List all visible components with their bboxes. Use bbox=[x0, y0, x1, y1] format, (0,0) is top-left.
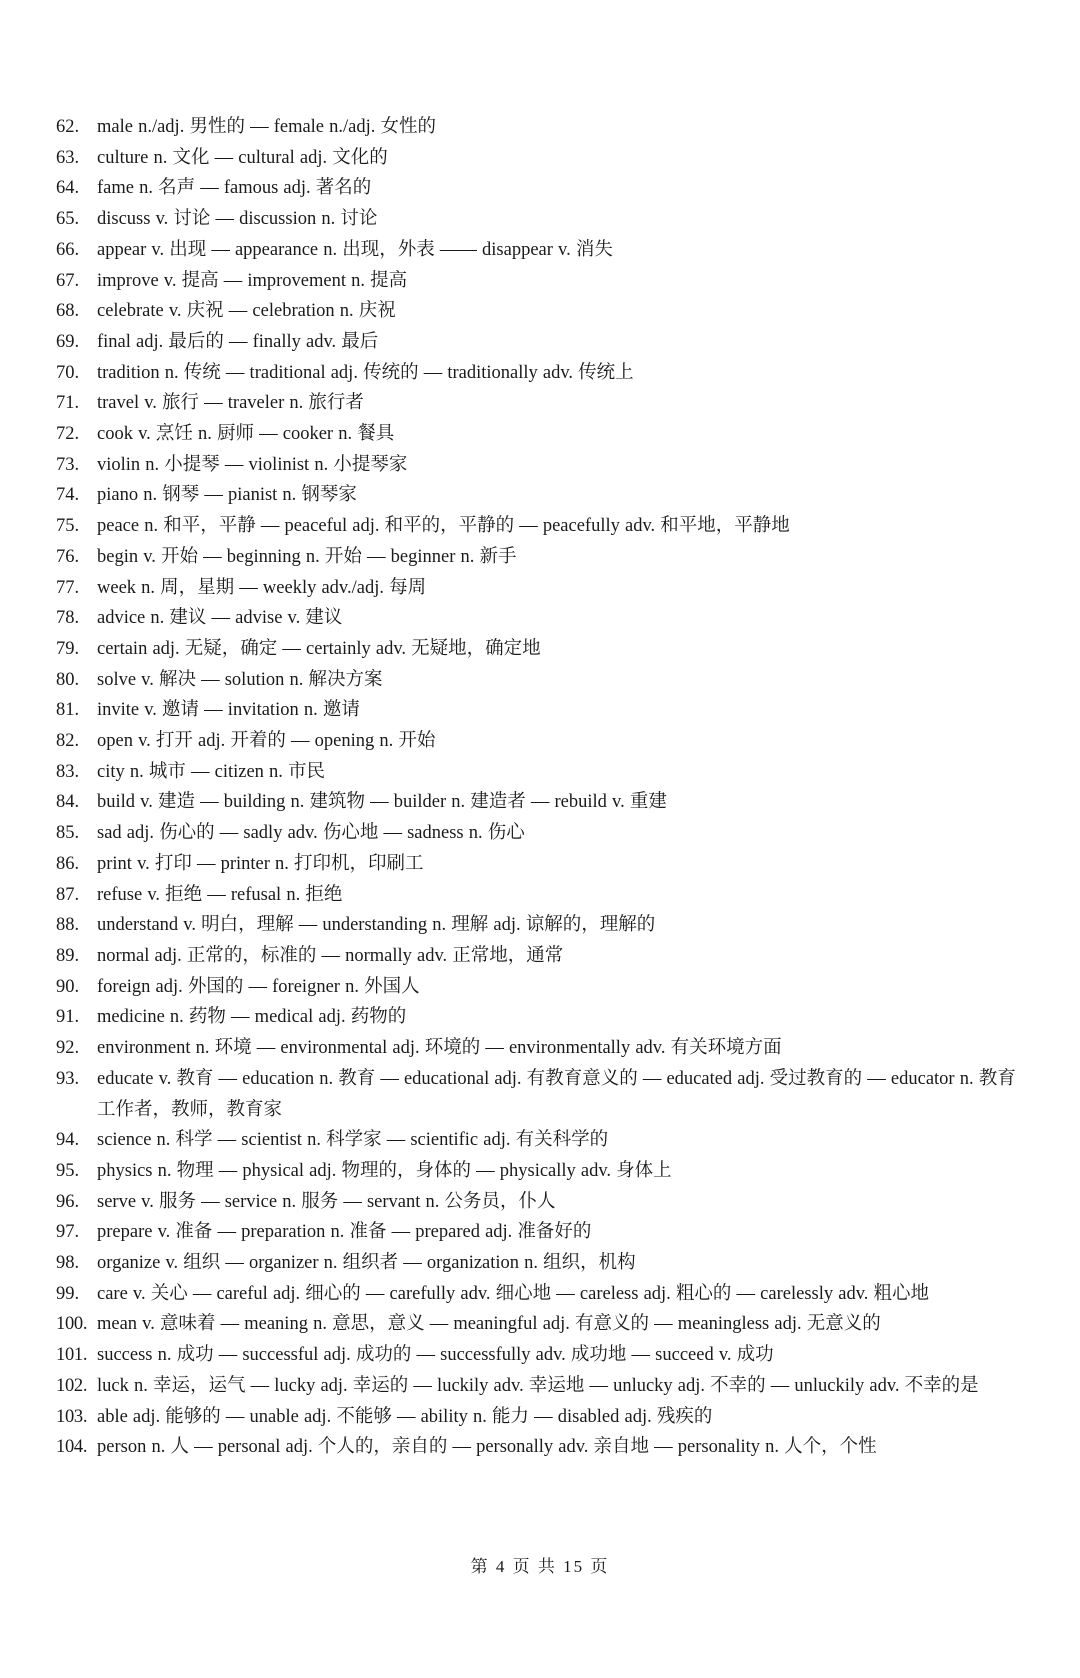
vocab-entry bbox=[56, 204, 1016, 235]
entry-number: 98. bbox=[56, 1253, 80, 1274]
vocab-entry bbox=[56, 573, 1016, 604]
entry-number: 63. bbox=[56, 147, 80, 168]
vocab-entry bbox=[56, 1033, 1016, 1064]
entry-number: 83. bbox=[56, 761, 80, 782]
entry-text: open v. 打开 adj. 开着的 — opening n. 开始 bbox=[97, 731, 436, 752]
vocab-entry bbox=[56, 1371, 1016, 1402]
entry-text: violin n. 小提琴 — violinist n. 小提琴家 bbox=[97, 454, 408, 475]
entry-text: final adj. 最后的 — finally adv. 最后 bbox=[97, 331, 379, 352]
entry-number: 95. bbox=[56, 1160, 80, 1181]
vocab-entry bbox=[56, 849, 1016, 880]
entry-text: able adj. 能够的 — unable adj. 不能够 — ability n. 能力 — disabled adj. 残疾的 bbox=[97, 1406, 713, 1427]
entry-number: 71. bbox=[56, 393, 80, 414]
entry-number: 62. bbox=[56, 117, 80, 137]
vocabulary-list bbox=[56, 112, 1016, 1463]
entry-number: 96. bbox=[56, 1191, 80, 1212]
entry-text: mean v. 意味着 — meaning n. 意思，意义 — meaningful adj. 有意义的 — meaningless adj. 无意义的 bbox=[97, 1314, 881, 1335]
entry-number: 91. bbox=[56, 1007, 80, 1028]
entry-text: success n. 成功 — successful adj. 成功的 — successfully adv. 成功地 — succeed v. 成功 bbox=[97, 1345, 774, 1366]
entry-number: 64. bbox=[56, 178, 80, 199]
entry-number: 70. bbox=[56, 362, 80, 383]
vocab-entry bbox=[56, 1248, 1016, 1279]
vocab-entry bbox=[56, 480, 1016, 511]
vocab-entry bbox=[56, 266, 1016, 297]
entry-text: begin v. 开始 — beginning n. 开始 — beginner n. 新手 bbox=[97, 546, 517, 567]
entry-number: 69. bbox=[56, 331, 80, 352]
entry-text: environment n. 环境 — environmental adj. 环境的 — environmentally adv. 有关环境方面 bbox=[97, 1038, 782, 1059]
entry-text: organize v. 组织 — organizer n. 组织者 — organization n. 组织，机构 bbox=[97, 1253, 636, 1274]
entry-text: foreign adj. 外国的 — foreigner n. 外国人 bbox=[97, 976, 420, 997]
entry-text: physics n. 物理 — physical adj. 物理的，身体的 — physically adv. 身体上 bbox=[97, 1160, 672, 1181]
entry-text: understand v. 明白，理解 — understanding n. 理解 adj. 谅解的，理解的 bbox=[97, 915, 656, 936]
entry-number: 78. bbox=[56, 608, 80, 629]
entry-number: 85. bbox=[56, 823, 80, 844]
vocab-entry bbox=[56, 450, 1016, 481]
entry-text: refuse v. 拒绝 — refusal n. 拒绝 bbox=[97, 884, 343, 905]
entry-number: 89. bbox=[56, 945, 80, 966]
entry-text: medicine n. 药物 — medical adj. 药物的 bbox=[97, 1007, 407, 1028]
entry-number: 81. bbox=[56, 700, 80, 721]
entry-number: 80. bbox=[56, 669, 80, 690]
vocab-entry bbox=[56, 695, 1016, 726]
vocab-entry bbox=[56, 1187, 1016, 1218]
entry-text: improve v. 提高 — improvement n. 提高 bbox=[97, 270, 408, 291]
vocab-entry bbox=[56, 1064, 1016, 1125]
entry-number: 65. bbox=[56, 209, 80, 230]
entry-number: 92. bbox=[56, 1038, 80, 1059]
entry-number: 66. bbox=[56, 239, 80, 260]
entry-number: 93. bbox=[56, 1068, 80, 1089]
entry-text: serve v. 服务 — service n. 服务 — servant n. 公务员，仆人 bbox=[97, 1191, 556, 1212]
entry-number: 84. bbox=[56, 792, 80, 813]
entry-number: 68. bbox=[56, 301, 80, 322]
entry-text: cook v. 烹饪 n. 厨师 — cooker n. 餐具 bbox=[97, 424, 395, 445]
entry-text: tradition n. 传统 — traditional adj. 传统的 — traditionally adv. 传统上 bbox=[97, 362, 634, 383]
entry-text: solve v. 解决 — solution n. 解决方案 bbox=[97, 669, 383, 690]
vocab-entry bbox=[56, 235, 1016, 266]
entry-number: 101. bbox=[56, 1345, 88, 1366]
entry-text: discuss v. 讨论 — discussion n. 讨论 bbox=[97, 209, 378, 230]
entry-number: 100. bbox=[56, 1314, 88, 1335]
vocab-entry bbox=[56, 1402, 1016, 1433]
vocab-entry bbox=[56, 880, 1016, 911]
vocab-entry bbox=[56, 910, 1016, 941]
vocab-entry bbox=[56, 757, 1016, 788]
entry-text: normal adj. 正常的，标准的 — normally adv. 正常地，通常 bbox=[97, 945, 564, 966]
entry-text: travel v. 旅行 — traveler n. 旅行者 bbox=[97, 393, 364, 414]
vocab-entry bbox=[56, 941, 1016, 972]
entry-number: 82. bbox=[56, 731, 80, 752]
vocab-entry bbox=[56, 787, 1016, 818]
entry-number: 97. bbox=[56, 1222, 80, 1243]
page-footer: 第 4 页 共 15 页 bbox=[470, 1557, 610, 1576]
entry-text: piano n. 钢琴 — pianist n. 钢琴家 bbox=[97, 485, 357, 506]
entry-text: person n. 人 — personal adj. 个人的，亲自的 — personally adv. 亲自地 — personality n. 人个，个性 bbox=[97, 1437, 877, 1458]
entry-text: appear v. 出现 — appearance n. 出现，外表 —— disappear v. 消失 bbox=[97, 239, 613, 260]
entry-number: 102. bbox=[56, 1375, 88, 1396]
vocab-entry bbox=[56, 327, 1016, 358]
vocab-entry bbox=[56, 173, 1016, 204]
entry-text: certain adj. 无疑，确定 — certainly adv. 无疑地，确定地 bbox=[97, 638, 541, 659]
vocab-entry bbox=[56, 1217, 1016, 1248]
vocab-entry bbox=[56, 634, 1016, 665]
entry-text: build v. 建造 — building n. 建筑物 — builder n. 建造者 — rebuild v. 重建 bbox=[97, 792, 667, 813]
entry-text: male n./adj. 男性的 — female n./adj. 女性的 bbox=[97, 117, 437, 137]
entry-number: 86. bbox=[56, 853, 80, 874]
entry-text: culture n. 文化 — cultural adj. 文化的 bbox=[97, 147, 388, 168]
entry-text: prepare v. 准备 — preparation n. 准备 — prepared adj. 准备好的 bbox=[97, 1222, 592, 1243]
entry-number: 79. bbox=[56, 638, 80, 659]
vocab-entry bbox=[56, 972, 1016, 1003]
entry-text: care v. 关心 — careful adj. 细心的 — carefully adv. 细心地 — careless adj. 粗心的 — carelessly adv. 粗心地 bbox=[97, 1283, 929, 1304]
vocab-entry bbox=[56, 1125, 1016, 1156]
vocab-entry bbox=[56, 1432, 1016, 1463]
entry-text: celebrate v. 庆祝 — celebration n. 庆祝 bbox=[97, 301, 396, 322]
vocab-entry bbox=[56, 1340, 1016, 1371]
vocab-entry bbox=[56, 542, 1016, 573]
vocab-entry bbox=[56, 665, 1016, 696]
entry-number: 76. bbox=[56, 546, 80, 567]
vocab-entry bbox=[56, 603, 1016, 634]
entry-number: 87. bbox=[56, 884, 80, 905]
entry-number: 104. bbox=[56, 1437, 88, 1458]
entry-number: 67. bbox=[56, 270, 80, 291]
entry-text: week n. 周，星期 — weekly adv./adj. 每周 bbox=[97, 577, 427, 598]
vocab-entry bbox=[56, 419, 1016, 450]
entry-text: luck n. 幸运，运气 — lucky adj. 幸运的 — luckily adv. 幸运地 — unlucky adj. 不幸的 — unluckily adv. 不幸的是 bbox=[97, 1375, 979, 1396]
vocab-entry bbox=[56, 388, 1016, 419]
entry-text: print v. 打印 — printer n. 打印机，印刷工 bbox=[97, 853, 424, 874]
entry-number: 73. bbox=[56, 454, 80, 475]
vocab-entry bbox=[56, 1309, 1016, 1340]
entry-number: 88. bbox=[56, 915, 80, 936]
entry-text: sad adj. 伤心的 — sadly adv. 伤心地 — sadness n. 伤心 bbox=[97, 823, 525, 844]
entry-number: 94. bbox=[56, 1130, 80, 1151]
vocab-entry bbox=[56, 511, 1016, 542]
entry-text: educate v. 教育 — education n. 教育 — educational adj. 有教育意义的 — educated adj. 受过教育的 — educator n. 教育工作者，教师，教育家 bbox=[97, 1068, 1016, 1120]
vocab-entry bbox=[56, 358, 1016, 389]
entry-number: 90. bbox=[56, 976, 80, 997]
entry-number: 77. bbox=[56, 577, 80, 598]
entry-number: 103. bbox=[56, 1406, 88, 1427]
entry-number: 75. bbox=[56, 516, 80, 537]
entry-text: city n. 城市 — citizen n. 市民 bbox=[97, 761, 326, 782]
vocab-entry bbox=[56, 726, 1016, 757]
vocab-entry bbox=[56, 143, 1016, 174]
vocab-entry bbox=[56, 296, 1016, 327]
entry-text: fame n. 名声 — famous adj. 著名的 bbox=[97, 178, 372, 199]
vocab-entry bbox=[56, 112, 1016, 143]
vocab-entry bbox=[56, 1002, 1016, 1033]
entry-number: 99. bbox=[56, 1283, 80, 1304]
vocab-entry bbox=[56, 1279, 1016, 1310]
vocab-entry bbox=[56, 1156, 1016, 1187]
entry-number: 74. bbox=[56, 485, 80, 506]
entry-text: invite v. 邀请 — invitation n. 邀请 bbox=[97, 700, 360, 721]
entry-text: science n. 科学 — scientist n. 科学家 — scientific adj. 有关科学的 bbox=[97, 1130, 609, 1151]
entry-text: peace n. 和平，平静 — peaceful adj. 和平的，平静的 — peacefully adv. 和平地，平静地 bbox=[97, 516, 790, 537]
vocab-entry bbox=[56, 818, 1016, 849]
entry-number: 72. bbox=[56, 424, 80, 445]
entry-text: advice n. 建议 — advise v. 建议 bbox=[97, 608, 343, 629]
